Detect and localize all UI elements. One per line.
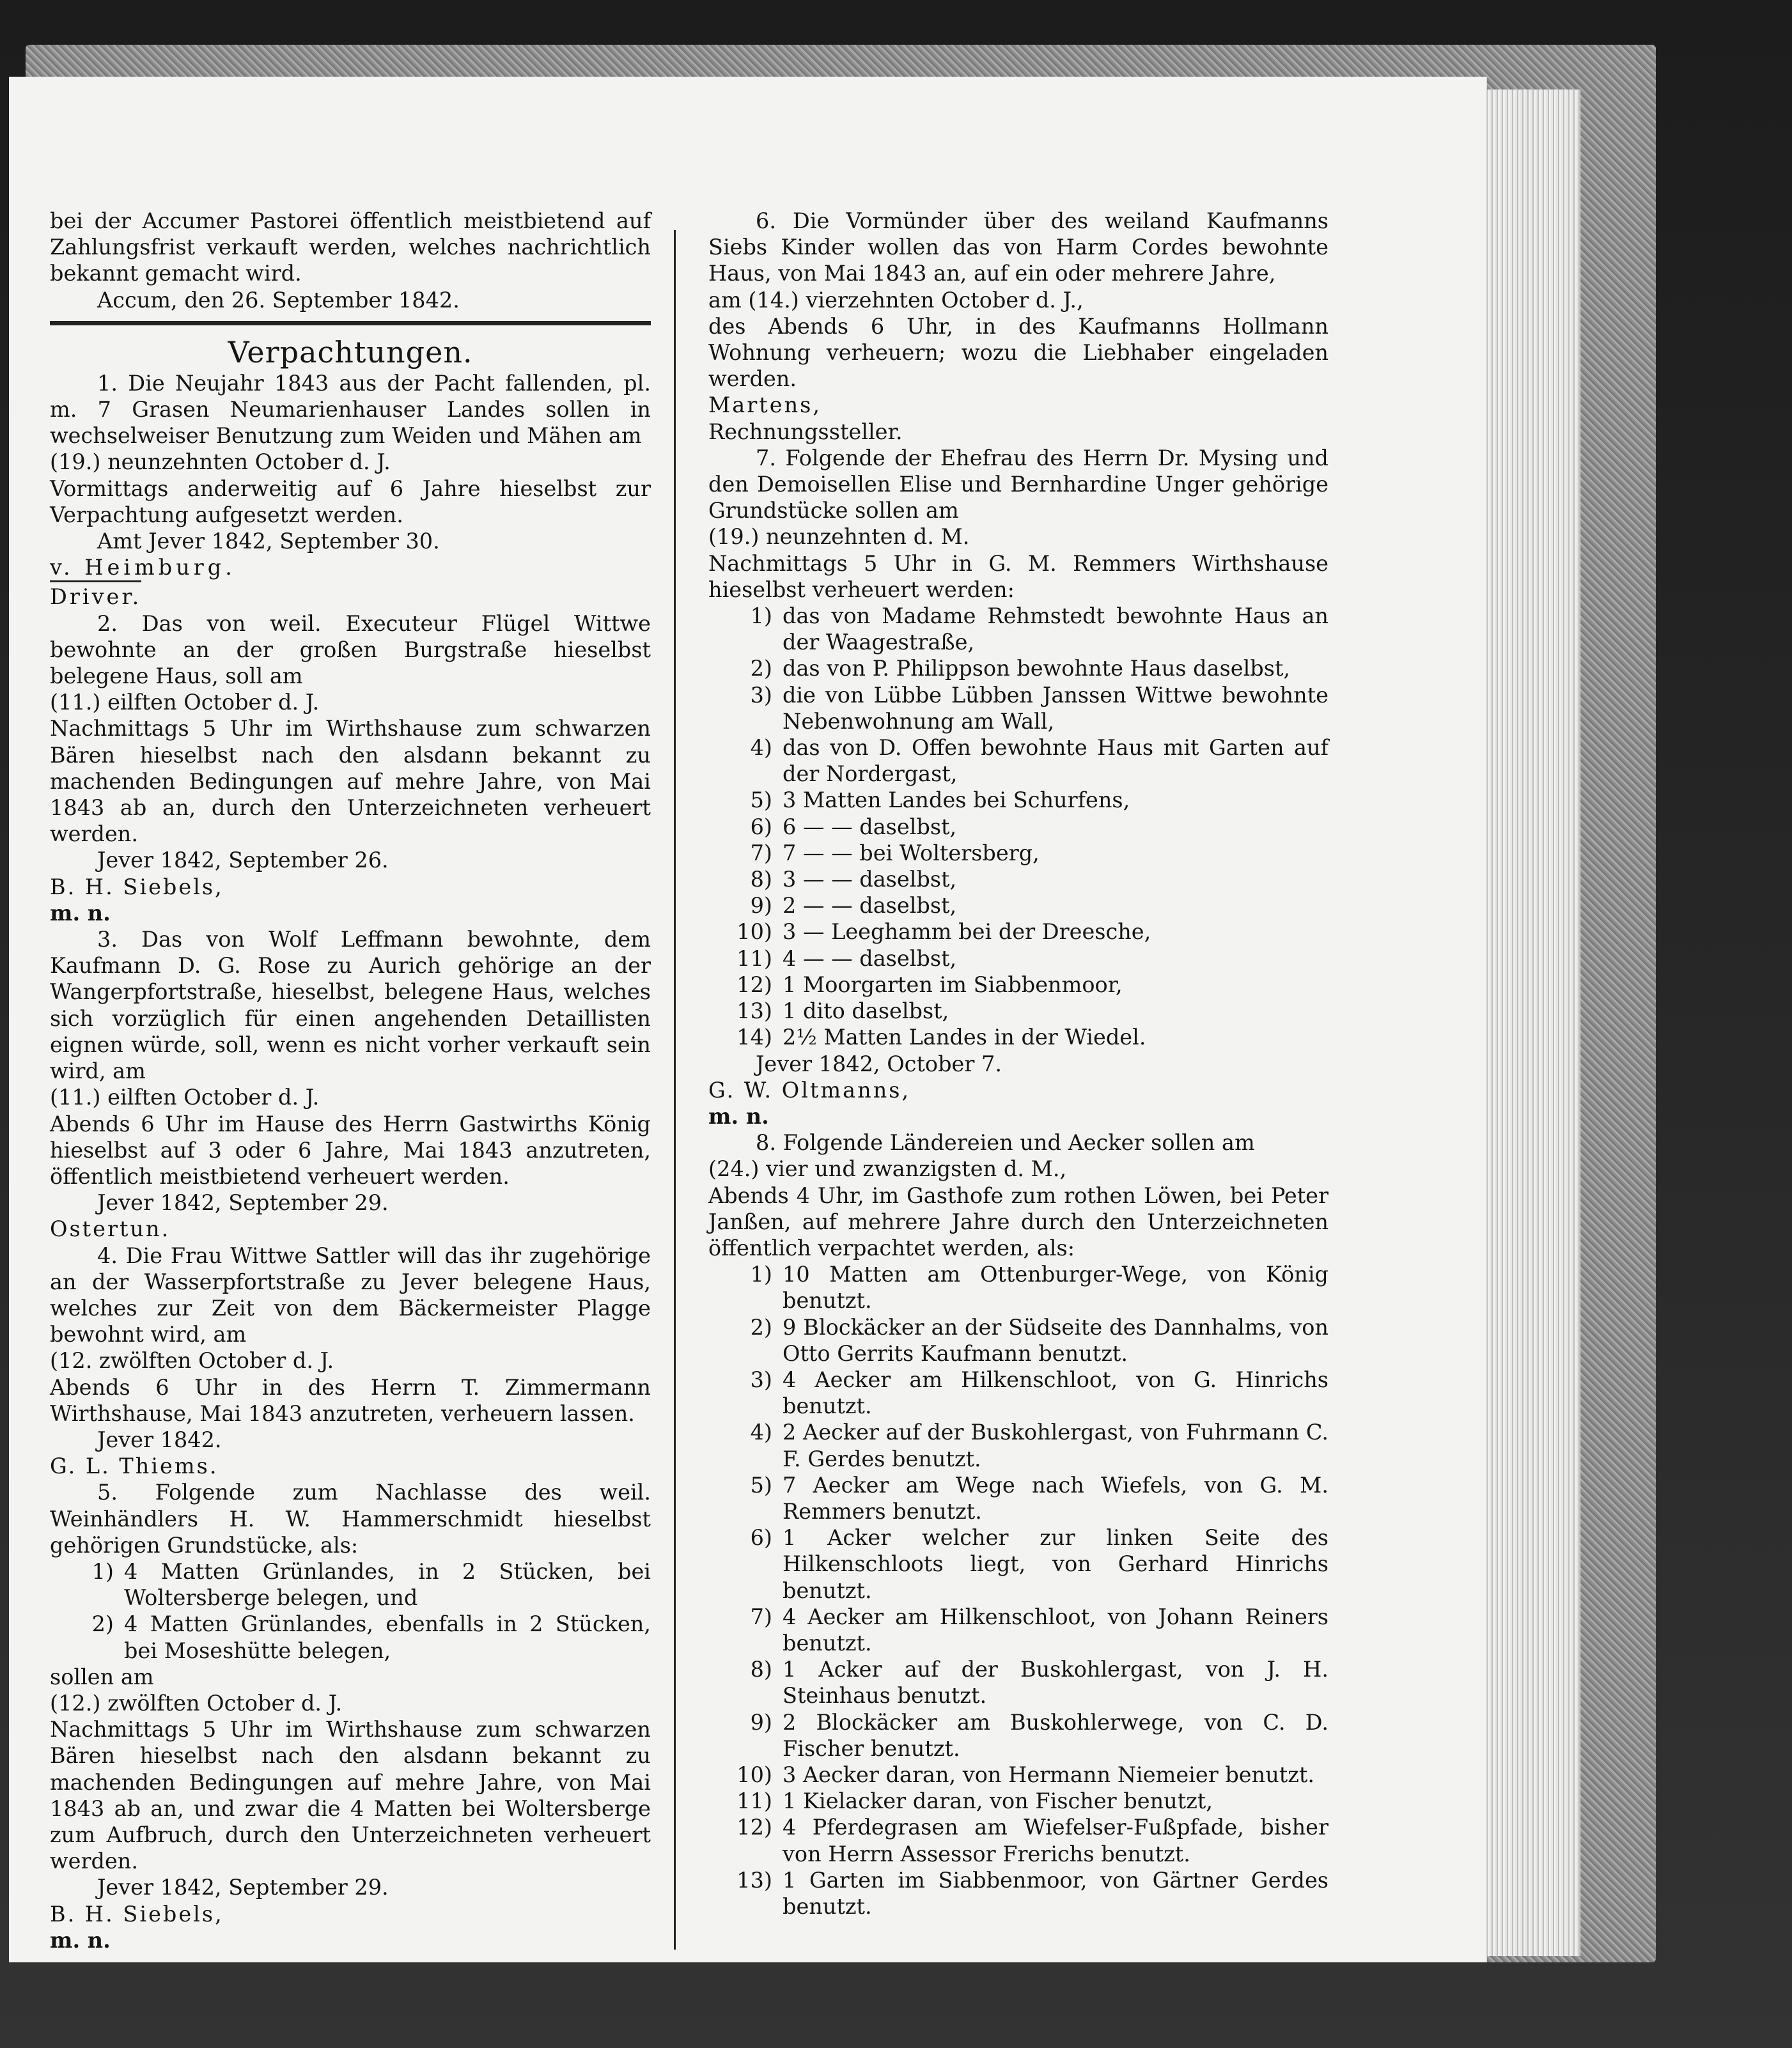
list-item (50, 1611, 651, 1663)
notice-text: 7. Folgende der Ehefrau des Herrn Dr. Mysing und den Demoisellen Elise und Bernhardine Unger gehörige Grundstücke sollen am (708, 445, 1328, 524)
notice-place-date: Jever 1842. (97, 1427, 222, 1452)
column-divider (674, 230, 676, 1950)
list-item (708, 1604, 1328, 1656)
list-text: 1 dito daselbst, (783, 998, 949, 1024)
list-text: 2½ Matten Landes in der Wiedel. (783, 1025, 1146, 1050)
list-item (708, 1814, 1328, 1866)
notice-date: (11.) eilften October d. J. (50, 690, 320, 715)
list-number: 8) (750, 867, 772, 892)
notice-1 (50, 370, 651, 610)
list-text: 4 Aecker am Hilkenschloot, von Johann Reiners benutzt. (783, 1604, 1328, 1656)
notice-signature: Martens, (708, 392, 822, 418)
list-item (708, 603, 1328, 655)
list-number: 14) (736, 1025, 772, 1050)
list-item (708, 840, 1328, 866)
list-text: das von D. Offen bewohnte Haus mit Garten auf der Nordergast, (783, 735, 1328, 787)
notice-text: 4. Die Frau Wittwe Sattler will das ihr zugehörige an der Wasserpfortstraße zu Jever belegene Haus, welches zur Zeit von dem Bäckermeister Plagge bewohnt wird, am (50, 1243, 651, 1347)
list-number: 7) (750, 1604, 772, 1629)
list-number: 6) (750, 1525, 772, 1551)
list-number: 7) (750, 840, 772, 865)
list-number: 8) (750, 1657, 772, 1682)
list-text: 7 — — bei Woltersberg, (783, 840, 1040, 865)
list-number: 13) (736, 998, 772, 1024)
list-number: 10) (736, 919, 772, 945)
list-number: 9) (750, 1709, 772, 1735)
list-item (708, 892, 1328, 919)
list-number: 5) (750, 1472, 772, 1498)
notice-subscript: Driver. (50, 580, 141, 610)
list-number: 3) (750, 1367, 772, 1392)
list-number: 1) (750, 1262, 772, 1287)
notice-7 (708, 445, 1328, 1129)
notice-signature: G. L. Thiems. (50, 1454, 219, 1479)
list-number: 2) (91, 1611, 114, 1637)
notice-mn: m. n. (50, 1927, 111, 1953)
notice-place-date: Jever 1842, September 26. (97, 848, 389, 873)
notice-role: Rechnungssteller. (708, 419, 903, 444)
list-number: 13) (736, 1867, 772, 1893)
notice-text: Nachmittags 5 Uhr im Wirthshause zum schwarzen Bären hieselbst nach den alsdann bekannt zu machenden Bedingungen auf mehre Jahre, von Mai 1843 ab an, durch den Unterzeichneten verheuert werden. (50, 716, 651, 847)
notice-text: Vormittags anderweitig auf 6 Jahre hieselbst zur Verpachtung aufgesetzt werden. (50, 476, 651, 527)
notice-8 (708, 1129, 1328, 1920)
list-item (708, 972, 1328, 998)
notice-text: 6. Die Vormünder über des weiland Kaufmanns Siebs Kinder wollen das von Harm Cordes bewohnte Haus, von Mai 1843 an, auf ein oder mehrere Jahre, (708, 208, 1328, 286)
notice-3 (50, 926, 651, 1242)
list-text: 3 Matten Landes bei Schurfens, (783, 787, 1130, 813)
list-number: 12) (736, 972, 772, 997)
notice-date: (11.) eilften October d. J. (50, 1085, 320, 1110)
list-item (708, 1472, 1328, 1524)
notice-date: (12. zwölften October d. J. (50, 1348, 334, 1374)
notice-text: Nachmittags 5 Uhr in G. M. Remmers Wirthshause hieselbst verheuert werden: (708, 550, 1328, 602)
list-item (708, 1367, 1328, 1419)
list-item (708, 866, 1328, 892)
list-item (708, 1314, 1328, 1367)
list-number: 4) (750, 735, 772, 761)
list-number: 2) (750, 656, 772, 681)
left-column (50, 208, 651, 1953)
list-item (708, 998, 1328, 1024)
list-item (708, 734, 1328, 787)
list-number: 9) (750, 893, 772, 919)
list-text: 4 Matten Grünlandes, in 2 Stücken, bei Woltersberge belegen, und (124, 1558, 651, 1611)
list-text: 1 Acker auf der Buskohlergast, von J. H. Steinhaus benutzt. (783, 1657, 1328, 1709)
list-item (708, 945, 1328, 972)
list-text: 3 — Leeghamm bei der Dreesche, (783, 919, 1151, 945)
section-rule (50, 321, 651, 325)
right-column (708, 208, 1328, 1920)
notice-signature: Ostertun. (50, 1216, 171, 1242)
list-number: 11) (736, 945, 772, 971)
notice-date: (19.) neunzehnten October d. J. (50, 449, 391, 475)
list-text: das von P. Philippson bewohnte Haus daselbst, (783, 656, 1291, 681)
list-item (708, 1656, 1328, 1709)
list-text: 4 Aecker am Hilkenschloot, von G. Hinrichs benutzt. (783, 1367, 1328, 1419)
notice-date: (19.) neunzehnten d. M. (708, 524, 970, 550)
list-text: 4 Matten Grünlandes, ebenfalls in 2 Stücken, bei Moseshütte belegen, (124, 1611, 651, 1663)
list-item (708, 1261, 1328, 1314)
notice-date: (12.) zwölften October d. J. (50, 1690, 343, 1716)
list-text: 10 Matten am Ottenburger-Wege, von König benutzt. (783, 1262, 1328, 1314)
list-item (708, 1788, 1328, 1814)
notice-text: 2. Das von weil. Executeur Flügel Wittwe bewohnte an der großen Burgstraße hieselbst belegene Haus, soll am (50, 610, 651, 689)
list-text: die von Lübbe Lübben Janssen Wittwe bewohnte Nebenwohnung am Wall, (783, 682, 1328, 734)
list-text: 1 Acker welcher zur linken Seite des Hilkenschloots liegt, von Gerhard Hinrichs benutzt. (783, 1525, 1328, 1603)
notice-6 (708, 208, 1328, 445)
list-text: 7 Aecker am Wege nach Wiefels, von G. M. Remmers benutzt. (783, 1472, 1328, 1524)
page-edges (1484, 89, 1580, 1956)
notice-5 (50, 1479, 651, 1953)
list-number: 1) (750, 603, 772, 629)
intro-place-date: Accum, den 26. September 1842. (97, 287, 460, 313)
list-text: 1 Moorgarten im Siabbenmoor, (783, 972, 1123, 997)
notice-place-date: Jever 1842, October 7. (756, 1051, 1002, 1076)
list-number: 5) (750, 787, 772, 813)
notice-mn: m. n. (50, 900, 111, 926)
notice-text: 1. Die Neujahr 1843 aus der Pacht fallenden, pl. m. 7 Grasen Neumarienhauser Landes sollen in wechselweiser Benutzung zum Weiden und Mähen am (50, 370, 651, 449)
list-item (708, 1524, 1328, 1604)
notice-text: sollen am (50, 1664, 154, 1689)
notice-text: Nachmittags 5 Uhr im Wirthshause zum schwarzen Bären hieselbst nach den alsdann bekannt zu machenden Bedingungen auf mehre Jahre, von Mai 1843 ab an, und zwar die 4 Matten bei Woltersberge zum Aufbruch, durch den Unterzeichneten verheuert werden. (50, 1717, 651, 1874)
list-text: 6 — — daselbst, (783, 814, 957, 839)
list-number: 12) (736, 1815, 772, 1840)
list-text: 2 — — daselbst, (783, 893, 957, 919)
list-item (708, 919, 1328, 945)
list-text: 4 Pferdegrasen am Wiefelser-Fußpfade, bisher von Herrn Assessor Frerichs benutzt. (783, 1815, 1328, 1866)
list-text: 3 — — daselbst, (783, 867, 957, 892)
list-item (708, 1419, 1328, 1471)
notice-text: Abends 6 Uhr im Hause des Herrn Gastwirths König hieselbst auf 3 oder 6 Jahre, Mai 1843 anzutreten, öffentlich meistbietend verheuert werden. (50, 1111, 651, 1189)
list-text: 2 Aecker auf der Buskohlergast, von Fuhrmann C. F. Gerdes benutzt. (783, 1420, 1328, 1471)
list-item (708, 1024, 1328, 1050)
list-text: das von Madame Rehmstedt bewohnte Haus an der Waagestraße, (783, 603, 1328, 655)
notice-place-date: Amt Jever 1842, September 30. (97, 529, 440, 554)
list-number: 2) (750, 1314, 772, 1340)
notice-text: 5. Folgende zum Nachlasse des weil. Weinhändlers H. W. Hammerschmidt hieselbst gehörigen Grundstücke, als: (50, 1480, 651, 1558)
notice-2 (50, 610, 651, 926)
notice-place-date: Jever 1842, September 29. (97, 1875, 389, 1900)
list-item (50, 1558, 651, 1611)
section-heading: Verpachtungen. (228, 334, 473, 369)
list-number: 11) (736, 1788, 772, 1814)
notice-text: Abends 4 Uhr, im Gasthofe zum rothen Löwen, bei Peter Janßen, auf mehrere Jahre durch den Unterzeichneten öffentlich verpachtet werden, als: (708, 1183, 1328, 1261)
notice-mn: m. n. (708, 1103, 769, 1129)
notice-signature: G. W. Oltmanns, (708, 1077, 911, 1103)
notice-text: Abends 6 Uhr in des Herrn T. Zimmermann Wirthshause, Mai 1843 anzutreten, verheuern lassen. (50, 1374, 651, 1426)
notice-text: 8. Folgende Ländereien und Aecker sollen am (756, 1130, 1255, 1156)
notice-signature: B. H. Siebels, (50, 874, 224, 899)
list-item (708, 1762, 1328, 1788)
list-item (708, 787, 1328, 813)
notice-signature: v. Heimburg. (50, 555, 236, 580)
notice-text: des Abends 6 Uhr, in des Kaufmanns Hollmann Wohnung verheuern; wozu die Liebhaber eingeladen werden. (708, 313, 1328, 392)
list-number: 4) (750, 1420, 772, 1445)
list-text: 1 Garten im Siabbenmoor, von Gärtner Gerdes benutzt. (783, 1867, 1328, 1919)
list-item (708, 1867, 1328, 1920)
list-number: 3) (750, 682, 772, 708)
notice-place-date: Jever 1842, September 29. (97, 1190, 389, 1216)
list-number: 6) (750, 814, 772, 839)
list-text: 1 Kielacker daran, von Fischer benutzt, (783, 1788, 1213, 1814)
list-text: 3 Aecker daran, von Hermann Niemeier benutzt. (783, 1762, 1315, 1787)
list-text: 4 — — daselbst, (783, 945, 957, 971)
list-item (708, 682, 1328, 734)
list-item (708, 655, 1328, 681)
intro-text: bei der Accumer Pastorei öffentlich meistbietend auf Zahlungsfrist verkauft werden, welches nachrichtlich bekannt gemacht wird. (50, 208, 651, 286)
notice-date: (24.) vier und zwanzigsten d. M., (708, 1156, 1067, 1182)
list-number: 1) (91, 1558, 114, 1584)
notice-date: am (14.) vierzehnten October d. J., (708, 287, 1084, 313)
list-item (708, 1709, 1328, 1762)
list-text: 2 Blockäcker am Buskohlerwege, von C. D. Fischer benutzt. (783, 1709, 1328, 1761)
list-number: 10) (736, 1762, 772, 1787)
list-text: 9 Blockäcker an der Südseite des Dannhalms, von Otto Gerrits Kaufmann benutzt. (783, 1314, 1328, 1366)
list-item (708, 814, 1328, 840)
notice-4 (50, 1243, 651, 1480)
notice-signature: B. H. Siebels, (50, 1901, 224, 1927)
notice-text: 3. Das von Wolf Leffmann bewohnte, dem Kaufmann D. G. Rose zu Aurich gehörige an der Wangerpfortstraße, hieselbst, belegene Haus, welches sich vorzüglich für einen angehenden Detaillisten eignen würde, soll, wenn es nicht vorher verkauft sein wird, am (50, 927, 651, 1084)
